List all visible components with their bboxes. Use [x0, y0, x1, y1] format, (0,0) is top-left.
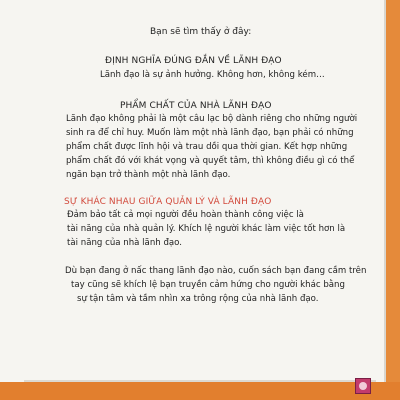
section-line: phẩm chất được lĩnh hội và trau dồi qua thời gian. Kết hợp những	[66, 142, 348, 152]
closing-line: Dù bạn đang ở nấc thang lãnh đạo nào, cuốn sách bạn đang cầm trên	[65, 266, 367, 276]
section-heading-definition: ĐỊNH NGHĨA ĐÚNG ĐẮN VỀ LÃNH ĐẠO	[105, 56, 282, 66]
section-line: Lãnh đạo là sự ảnh hưởng. Không hơn, không kém…	[100, 70, 325, 80]
section-heading-difference: SỰ KHÁC NHAU GIỮA QUẢN LÝ VÀ LÃNH ĐẠO	[64, 197, 272, 207]
section-line: Lãnh đạo không phải là một câu lạc bộ dành riêng cho những người	[66, 114, 358, 124]
intro-text: Bạn sẽ tìm thấy ở đây:	[150, 27, 252, 37]
cover-bottom-stripe	[0, 382, 400, 400]
section-line: phẩm chất đó với khát vọng và quyết tâm, thì không điều gì có thể	[66, 156, 355, 166]
section-heading-qualities: PHẨM CHẤT CỦA NHÀ LÃNH ĐẠO	[120, 101, 272, 111]
cover-right-stripe	[386, 0, 400, 400]
section-line: sinh ra để chỉ huy. Muốn làm một nhà lãnh đạo, bạn phải có những	[66, 128, 354, 138]
section-line: tài năng của nhà lãnh đạo.	[67, 238, 183, 248]
closing-line: tay cũng sẽ khích lệ bạn truyền cảm hứng cho người khác bằng	[71, 280, 345, 290]
section-line: Đảm bảo tất cả mọi người đều hoàn thành công việc là	[67, 210, 304, 220]
section-line: ngăn bạn trở thành một nhà lãnh đạo.	[66, 170, 231, 180]
closing-line: sự tận tâm và tầm nhìn xa trông rộng của nhà lãnh đạo.	[77, 294, 319, 304]
section-line: tài năng của nhà quản lý. Khích lệ người khác làm việc tốt hơn là	[67, 224, 346, 234]
publisher-logo-icon	[355, 378, 371, 394]
